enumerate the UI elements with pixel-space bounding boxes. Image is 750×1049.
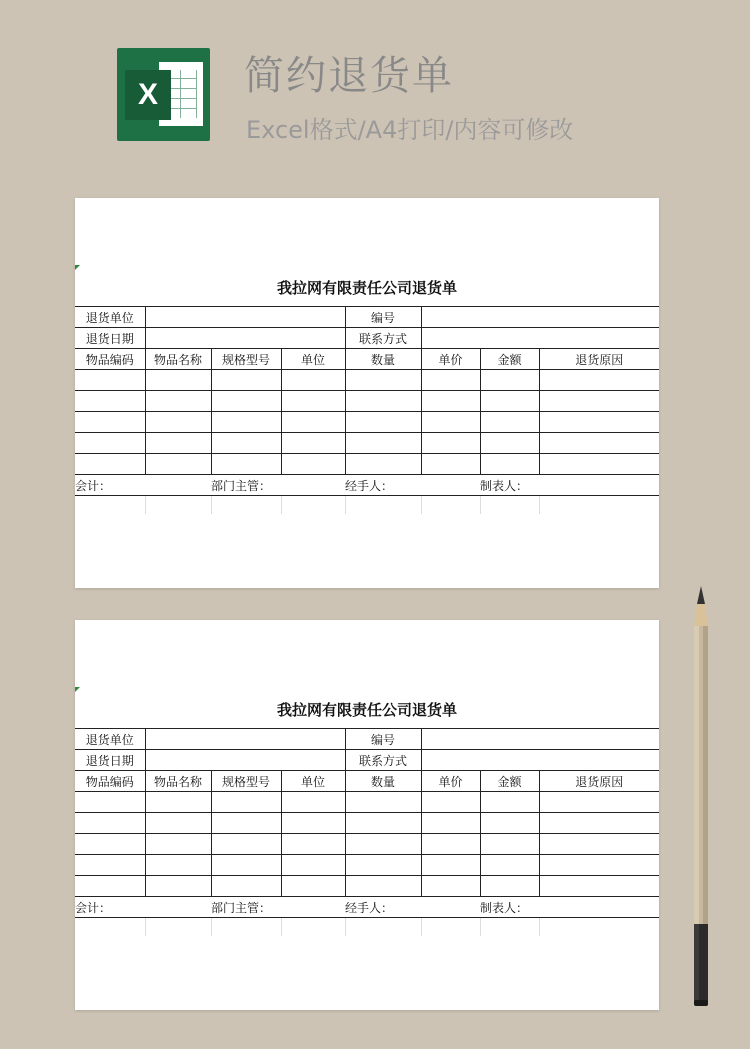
column-header-row (75, 349, 659, 370)
table-row[interactable] (75, 834, 659, 855)
preparer-label: 制表人： (480, 475, 659, 496)
number-label: 编号 (345, 729, 421, 750)
return-date-field[interactable] (145, 328, 345, 349)
col-header: 物品编码 (75, 349, 145, 370)
col-header: 物品编码 (75, 771, 145, 792)
dept-head-label: 部门主管： (211, 897, 345, 918)
col-header: 物品名称 (145, 349, 211, 370)
contact-field[interactable] (421, 328, 659, 349)
accountant-label: 会计： (75, 475, 211, 496)
col-header: 金额 (480, 349, 539, 370)
table-row[interactable] (75, 855, 659, 876)
return-date-field[interactable] (145, 750, 345, 771)
form-row-unit (75, 307, 659, 328)
return-unit-field[interactable] (145, 307, 345, 328)
excel-logo-icon (117, 48, 210, 141)
return-unit-label: 退货单位 (75, 729, 145, 750)
col-header: 单位 (281, 349, 345, 370)
form-title: 我拉网有限责任公司退货单 (276, 279, 457, 297)
col-header: 规格型号 (211, 349, 281, 370)
col-header: 单位 (281, 771, 345, 792)
table-row[interactable] (75, 876, 659, 897)
form-row-date (75, 750, 659, 771)
handler-label: 经手人： (345, 897, 480, 918)
table-row[interactable] (75, 412, 659, 433)
number-field[interactable] (421, 307, 659, 328)
blank-row (75, 496, 659, 515)
col-header: 数量 (345, 771, 421, 792)
signature-row (75, 897, 659, 918)
form-row-unit (75, 729, 659, 750)
dept-head-label: 部门主管： (211, 475, 345, 496)
col-header: 单价 (421, 349, 480, 370)
contact-label: 联系方式 (345, 750, 421, 771)
return-date-label: 退货日期 (75, 328, 145, 349)
page-subtitle: Excel格式/A4打印/内容可修改 (246, 116, 574, 144)
return-form-table (75, 728, 659, 936)
number-field[interactable] (421, 729, 659, 750)
excel-x-letter: X (125, 70, 171, 120)
cell-indicator-icon (75, 265, 80, 270)
contact-field[interactable] (421, 750, 659, 771)
preparer-label: 制表人： (480, 897, 659, 918)
accountant-label: 会计： (75, 897, 211, 918)
return-unit-label: 退货单位 (75, 307, 145, 328)
pencil-icon (692, 586, 710, 1006)
table-row[interactable] (75, 370, 659, 391)
blank-row (75, 918, 659, 937)
return-form-table (75, 306, 659, 514)
handler-label: 经手人： (345, 475, 480, 496)
signature-row (75, 475, 659, 496)
cell-indicator-icon (75, 687, 80, 692)
col-header: 退货原因 (539, 349, 659, 370)
col-header: 物品名称 (145, 771, 211, 792)
table-row[interactable] (75, 433, 659, 454)
table-row[interactable] (75, 792, 659, 813)
col-header: 单价 (421, 771, 480, 792)
col-header: 数量 (345, 349, 421, 370)
page-title: 简约退货单 (244, 53, 454, 99)
table-row[interactable] (75, 454, 659, 475)
col-header: 退货原因 (539, 771, 659, 792)
form-row-date (75, 328, 659, 349)
table-row[interactable] (75, 813, 659, 834)
form-sheet-1 (75, 198, 659, 588)
table-row[interactable] (75, 391, 659, 412)
form-title: 我拉网有限责任公司退货单 (276, 701, 457, 719)
number-label: 编号 (345, 307, 421, 328)
col-header: 规格型号 (211, 771, 281, 792)
col-header: 金额 (480, 771, 539, 792)
contact-label: 联系方式 (345, 328, 421, 349)
return-unit-field[interactable] (145, 729, 345, 750)
column-header-row (75, 771, 659, 792)
form-sheet-2 (75, 620, 659, 1010)
return-date-label: 退货日期 (75, 750, 145, 771)
